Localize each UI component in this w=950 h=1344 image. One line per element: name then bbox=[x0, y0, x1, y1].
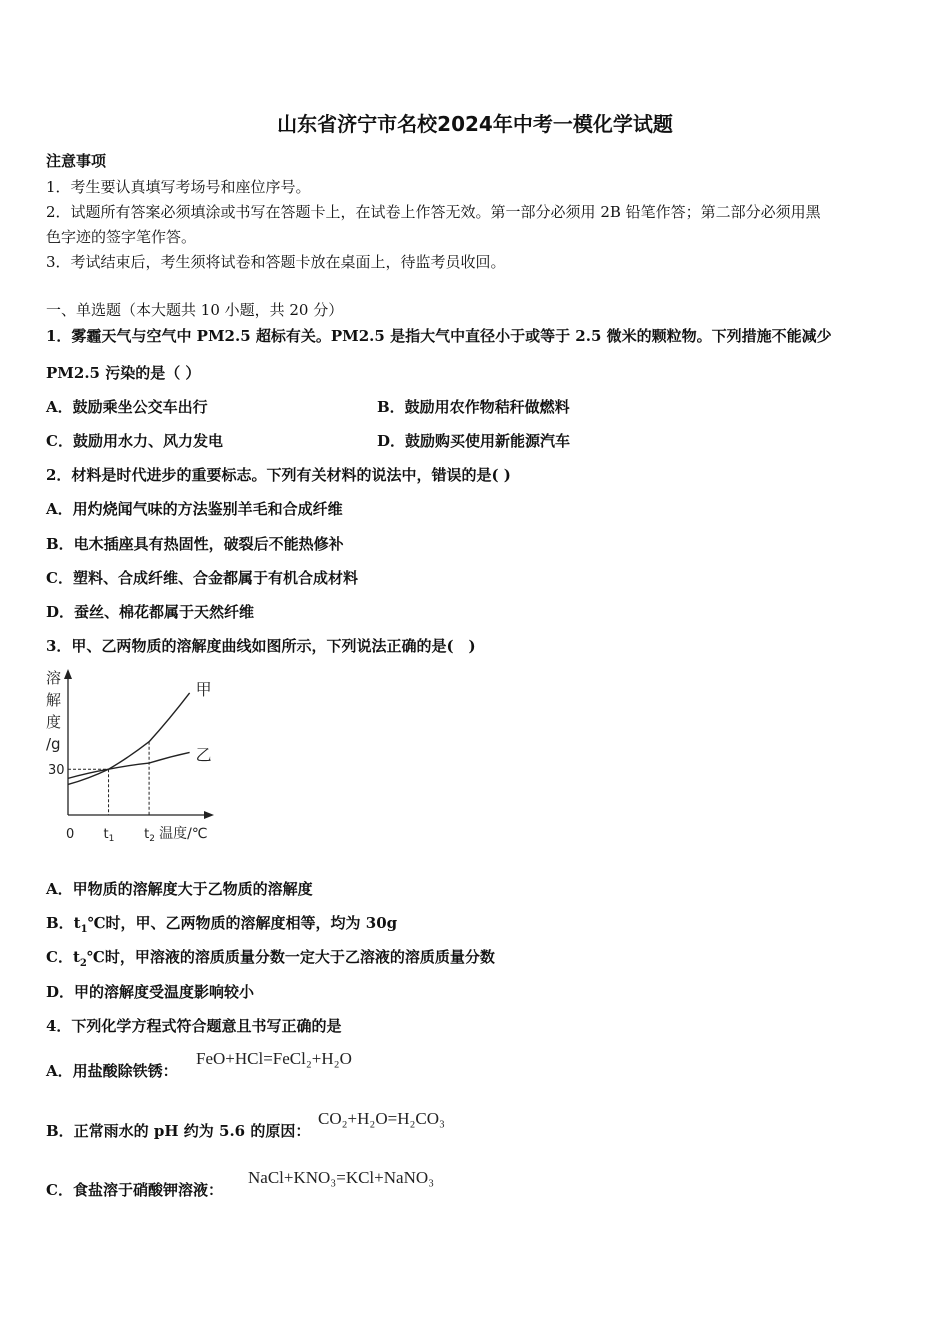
page-title: 山东省济宁市名校2024年中考一模化学试题 bbox=[277, 112, 673, 136]
q2-option-d: D．蚕丝、棉花都属于天然纤维 bbox=[46, 603, 255, 621]
section-heading: 一、单选题（本大题共 10 小题，共 20 分） bbox=[46, 301, 344, 319]
q3-option-b bbox=[46, 913, 397, 940]
q2-option-b: B．电木插座具有热固性，破裂后不能热修补 bbox=[46, 535, 344, 553]
q4-option-b: B．正常雨水的 pH 约为 5.6 的原因： bbox=[46, 1122, 311, 1140]
solubility-chart bbox=[40, 665, 240, 855]
q3-option-b-post: ℃时，甲、乙两物质的溶解度相等，均为 30g bbox=[87, 914, 398, 932]
x-tick-t1: $t_1$ bbox=[103, 827, 115, 844]
axis-ticks bbox=[48, 763, 208, 844]
y-label-char: 度 bbox=[46, 713, 62, 731]
q1-stem: 1．雾霾天气与空气中 PM2.5 超标有关。PM2.5 是指大气中直径小于或等于 2.5 微米的颗粒物。下列措施不能减少 bbox=[46, 327, 832, 345]
notice-item-3: 3．考试结束后，考生须将试卷和答题卡放在桌面上，待监考员收回。 bbox=[46, 253, 506, 271]
series-label-yi: 乙 bbox=[195, 745, 212, 765]
series-line-jia bbox=[68, 693, 190, 785]
q2-stem: 2．材料是时代进步的重要标志。下列有关材料的说法中，错误的是( ) bbox=[46, 466, 511, 484]
q2-option-a: A．用灼烧闻气味的方法鉴别羊毛和合成纤维 bbox=[46, 500, 343, 518]
q3-stem: 3．甲、乙两物质的溶解度曲线如图所示，下列说法正确的是( ) bbox=[46, 637, 476, 655]
q3-option-c-sub: 2 bbox=[79, 958, 87, 969]
q3-option-b-sub: 1 bbox=[80, 924, 88, 935]
q1-option-b: B．鼓励用农作物秸秆做燃料 bbox=[377, 398, 570, 416]
q1-stem-cont: PM2.5 污染的是（ ） bbox=[46, 364, 201, 382]
q2-option-c: C．塑料、合成纤维、合金都属于有机合成材料 bbox=[46, 569, 358, 587]
q3-option-c-pre: C．t bbox=[46, 948, 80, 966]
q1-option-c: C．鼓励用水力、风力发电 bbox=[46, 432, 223, 450]
x-axis-arrow bbox=[204, 811, 214, 819]
notice-item-2: 2．试题所有答案必须填涂或书写在答题卡上，在试卷上作答无效。第一部分必须用 2B 铅笔作答；第二部分必须用黑 bbox=[46, 203, 821, 221]
q4-formula-a: FeO+HCl=FeCl₂+H₂O bbox=[196, 1049, 352, 1068]
q4-formula-c: NaCl+KNO₃=KCl+NaNO₃ bbox=[248, 1168, 435, 1187]
q4-stem: 4．下列化学方程式符合题意且书写正确的是 bbox=[46, 1017, 342, 1035]
q1-option-a: A．鼓励乘坐公交车出行 bbox=[46, 398, 208, 416]
origin-label: 0 bbox=[66, 827, 75, 842]
q1-option-d: D．鼓励购买使用新能源汽车 bbox=[377, 432, 571, 450]
series-label-jia: 甲 bbox=[195, 679, 212, 699]
y-tick-30: 30 bbox=[48, 763, 65, 779]
q3-option-c bbox=[46, 947, 495, 974]
q4-formula-b: CO₂+H₂O=H₂CO₃ bbox=[318, 1109, 445, 1128]
q4-option-a: A．用盐酸除铁锈： bbox=[46, 1062, 178, 1080]
q3-option-a: A．甲物质的溶解度大于乙物质的溶解度 bbox=[46, 880, 313, 898]
q3-option-b-pre: B．t bbox=[46, 914, 81, 932]
y-axis-label bbox=[46, 669, 61, 753]
y-axis-arrow bbox=[64, 669, 72, 679]
x-axis-label: 温度/℃ bbox=[159, 826, 208, 842]
q3-option-d: D．甲的溶解度受温度影响较小 bbox=[46, 983, 255, 1001]
x-tick-t2: $t_2$ bbox=[144, 827, 155, 844]
notice-heading: 注意事项 bbox=[46, 152, 107, 170]
guide-lines bbox=[68, 742, 149, 815]
y-label-char: /g bbox=[46, 735, 61, 753]
notice-item-1: 1．考生要认真填写考场号和座位序号。 bbox=[46, 178, 311, 196]
notice-item-2-cont: 色字迹的签字笔作答。 bbox=[46, 228, 197, 246]
y-label-char: 溶 bbox=[46, 669, 62, 687]
y-label-char: 解 bbox=[46, 691, 62, 709]
q3-option-c-post: ℃时，甲溶液的溶质质量分数一定大于乙溶液的溶质质量分数 bbox=[86, 948, 495, 966]
q4-option-c: C．食盐溶于硝酸钾溶液： bbox=[46, 1181, 223, 1199]
